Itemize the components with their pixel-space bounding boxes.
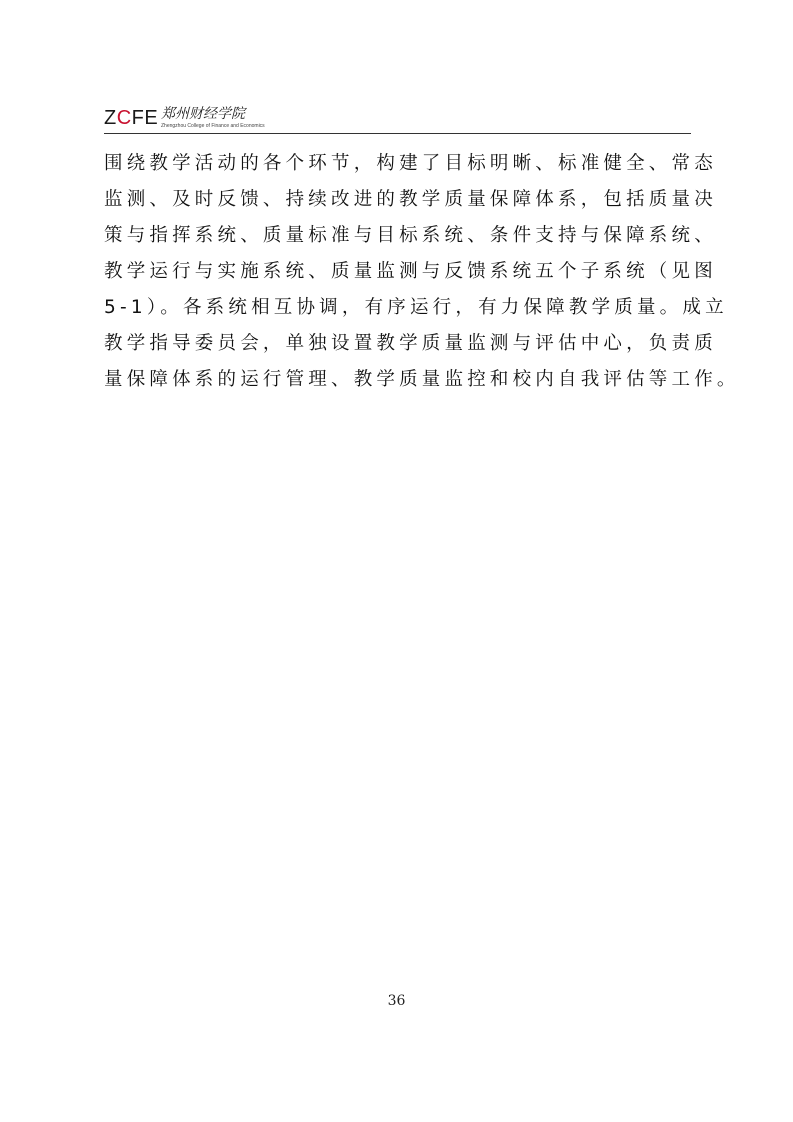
paragraph-line: 量保障体系的运行管理、教学质量监控和校内自我评估等工作。 [104,369,740,390]
paragraph-line: 教学运行与实施系统、质量监测与反馈系统五个子系统（见图 [104,261,717,282]
logo-letters-fe: FE [131,107,159,129]
college-name-english: Zhengzhou College of Finance and Economics [161,123,265,129]
header-divider [104,133,691,134]
body-paragraph [104,146,740,398]
logo-letter-z: Z [104,107,117,129]
logo-letter-c: C [116,107,132,129]
college-name-chinese: 郑州财经学院 [161,106,245,122]
paragraph-line: 教学指导委员会，单独设置教学质量监测与评估中心，负责质 [104,333,717,354]
paragraph-line: 监测、及时反馈、持续改进的教学质量保障体系，包括质量决 [104,189,717,210]
paragraph-line: 策与指挥系统、质量标准与目标系统、条件支持与保障系统、 [104,225,717,246]
page-header [104,104,691,134]
page-number: 36 [387,993,406,1009]
paragraph-line: 围绕教学活动的各个环节，构建了目标明晰、标准健全、常态 [104,153,717,174]
paragraph-line: 5-1）。各系统相互协调，有序运行，有力保障教学质量。成立 [104,297,728,318]
zcfe-logo [104,108,158,128]
